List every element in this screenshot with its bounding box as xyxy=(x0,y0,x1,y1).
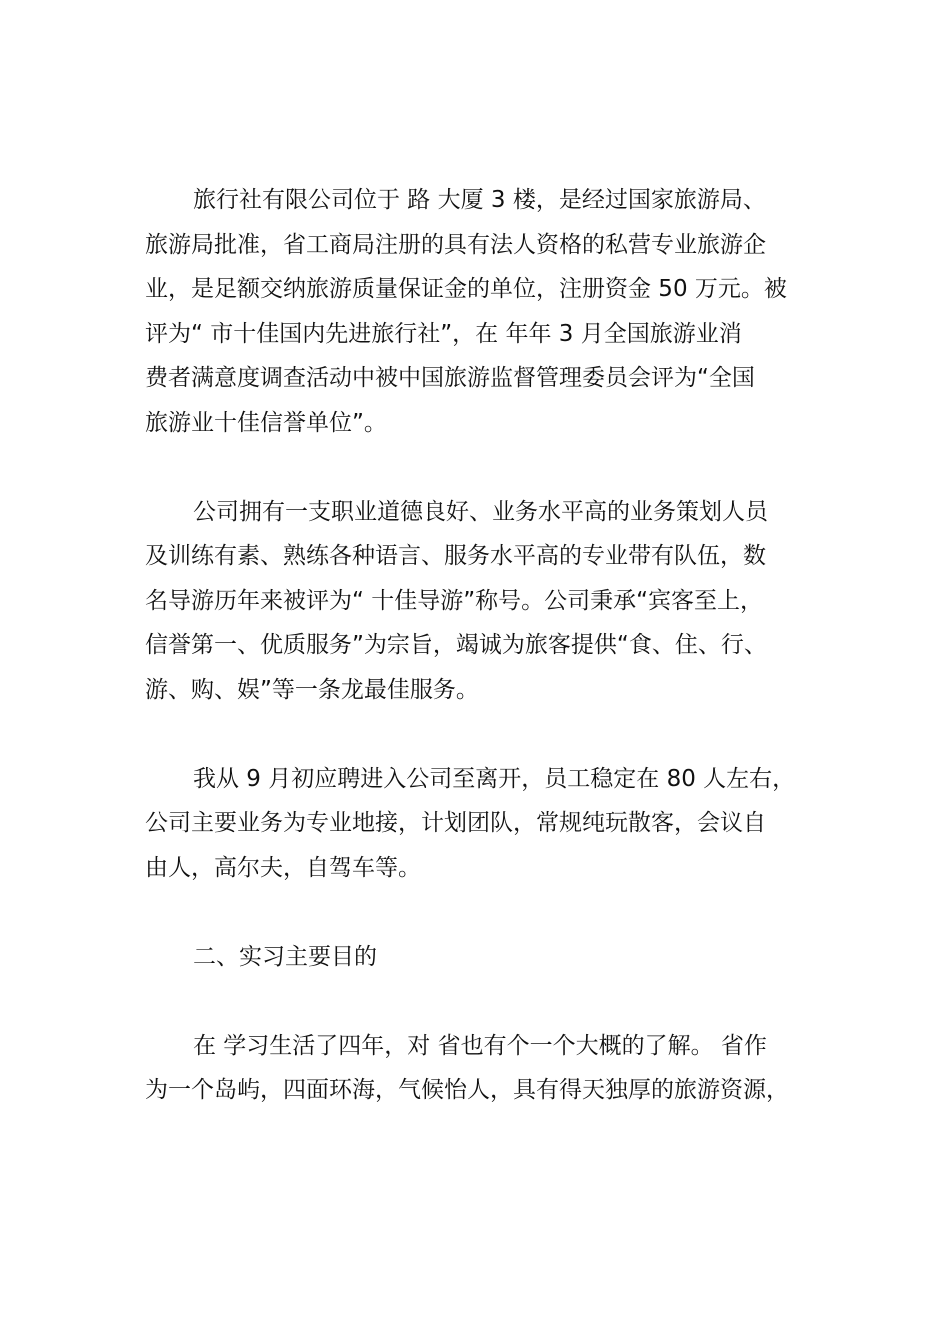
text-line: 旅游局批准，省工商局注册的具有法人资格的私营专业旅游企 xyxy=(145,231,766,258)
text-line: 旅游业十佳信誉单位”。 xyxy=(145,409,387,436)
section-heading xyxy=(145,935,845,980)
text-line: 由人，高尔夫，自驾车等。 xyxy=(145,854,421,881)
text-line: 公司主要业务为专业地接，计划团队，常规纯玩散客，会议自 xyxy=(145,810,766,836)
text-line: 业，是足额交纳旅游质量保证金的单位，注册资金 50 万元。被 xyxy=(145,276,787,302)
text-line: 为一个岛屿，四面环海，气候怡人，具有得天独厚的旅游资源， xyxy=(145,1077,789,1103)
text-line: 在 学习生活了四年，对 省也有个一个大概的了解。 省作 xyxy=(193,1032,767,1059)
text-line: 费者满意度调查活动中被中国旅游监督管理委员会评为“全国 xyxy=(145,365,755,391)
paragraph-internship-purpose xyxy=(145,1024,845,1113)
text-line: 公司拥有一支职业道德良好、业务水平高的业务策划人员 xyxy=(193,498,768,525)
text-line: 评为“ 市十佳国内先进旅行社”，在 年年 3 月全国旅游业消 xyxy=(145,320,742,347)
text-line: 信誉第一、优质服务”为宗旨，竭诚为旅客提供“食、住、行、 xyxy=(145,632,767,658)
paragraph-company-staff xyxy=(145,490,845,713)
text-line: 旅行社有限公司位于 路 大厦 3 楼，是经过国家旅游局、 xyxy=(193,187,766,213)
text-line: 名导游历年来被评为“ 十佳导游”称号。公司秉承“宾客至上， xyxy=(145,587,764,614)
paragraph-company-intro xyxy=(145,178,845,445)
text-line: 游、购、娱”等一条龙最佳服务。 xyxy=(145,676,479,703)
document-body xyxy=(145,178,845,1113)
text-line: 及训练有素、熟练各种语言、服务水平高的专业带有队伍，数 xyxy=(145,543,766,569)
paragraph-internship-period xyxy=(145,757,845,891)
section-heading-text: 二、实习主要目的 xyxy=(193,943,377,970)
text-line: 我从 9 月初应聘进入公司至离开，员工稳定在 80 人左右， xyxy=(193,765,796,792)
